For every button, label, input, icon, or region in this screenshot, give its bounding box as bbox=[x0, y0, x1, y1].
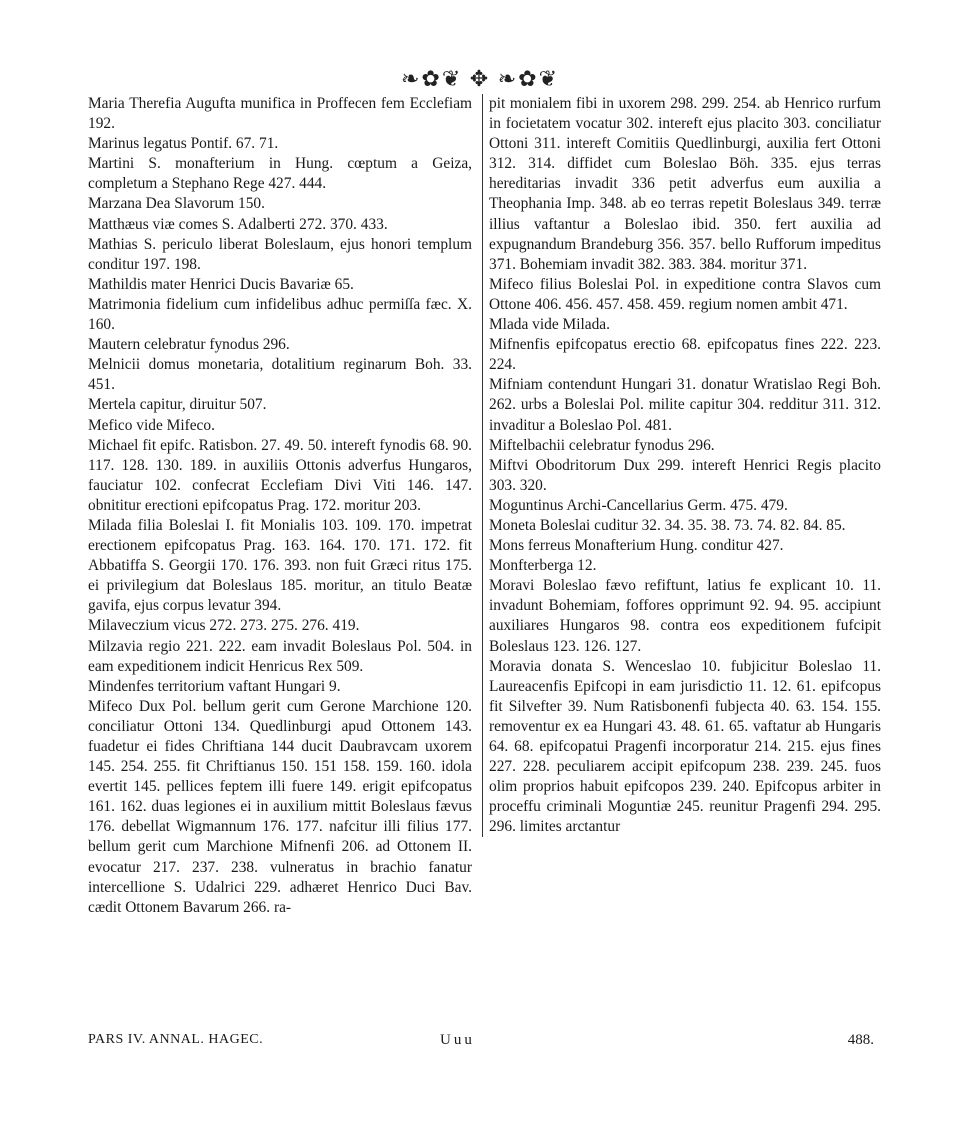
page-number: 488. bbox=[847, 1032, 874, 1048]
index-entry: Mertela capitur, diruitur 507. bbox=[88, 396, 267, 414]
index-entry: Melnicii domus monetaria, dotalitium reginarum Boh. 33. 451. bbox=[88, 356, 472, 394]
index-entry: Moravia donata S. Wenceslao 10. fubjicitur Boleslao 11. Laureacenfis Epifcopi in eam jurisdictio 11. 12. 61. epifcopus fit Silvefter 39. Num Ratisbonenfi fubjecta 40. 63. 154. 155. removentur ex ea Hungari 43. 48. 61. 65. vaftatur ab Hungaris 64. 68. epifcopatui Pragenfi incorporatur 214. 215. ejus fines 227. 228. peculiarem accipit epifcopum 238. 239. 245. fuos olim proprios habuit epifcopos 239. 240. Epifcopus arbiter in proceffu criminali Moguntiæ 245. reunitur Pragenfi 294. 295. 296. limites arctantur bbox=[489, 657, 881, 836]
left-column bbox=[88, 94, 472, 918]
index-entry: Miftvi Obodritorum Dux 299. intereft Henrici Regis placito 303. 320. bbox=[489, 456, 881, 494]
ornament-glyphs: ❧✿❦ ✥ ❧✿❦ bbox=[400, 66, 560, 91]
index-entry: Martini S. monafterium in Hung. cœptum a Geiza, completum a Stephano Rege 427. 444. bbox=[88, 155, 472, 193]
index-entry: Matthæus viæ comes S. Adalberti 272. 370. 433. bbox=[88, 215, 388, 233]
index-entry: Mifeco filius Boleslai Pol. in expeditione contra Slavos cum Ottone 406. 456. 457. 458. 459. regium nomen ambit 471. bbox=[489, 275, 881, 313]
index-entry: Milzavia regio 221. 222. eam invadit Boleslaus Pol. 504. in eam expeditionem indicit Henricus Rex 509. bbox=[88, 637, 472, 675]
index-entry: Mindenfes territorium vaftant Hungari 9. bbox=[88, 677, 341, 695]
index-entry: Moguntinus Archi-Cancellarius Germ. 475. 479. bbox=[489, 496, 788, 514]
index-entry: Monfterberga 12. bbox=[489, 557, 597, 575]
index-entry: Miftelbachii celebratur fynodus 296. bbox=[489, 436, 715, 454]
index-entry: Maria Therefia Augufta munifica in Proffecen fem Ecclefiam 192. bbox=[88, 95, 472, 133]
index-entry: Milada filia Boleslai I. fit Monialis 103. 109. 170. impetrat erectionem epifcopatus Prag. 163. 164. 170. 171. 172. fit Abbatiffa S. Georgii 170. 176. 393. non fuit Græci ritus 175. ei privilegium dat Boleslaus 185. moritur, an titulo Beatæ gavifa, ejus corpus levatur 394. bbox=[88, 516, 472, 615]
index-entry: Mautern celebratur fynodus 296. bbox=[88, 336, 290, 354]
header-ornament bbox=[0, 66, 960, 92]
index-entry: Mefico vide Mifeco. bbox=[88, 416, 215, 434]
index-entry: Mifnenfis epifcopatus erectio 68. epifcopatus fines 222. 223. 224. bbox=[489, 336, 881, 374]
index-entry: Marzana Dea Slavorum 150. bbox=[88, 195, 265, 213]
index-entry: Matrimonia fidelium cum infidelibus adhuc permiſſa fæc. X. 160. bbox=[88, 295, 472, 334]
index-entry: Mathildis mater Henrici Ducis Bavariæ 65. bbox=[88, 275, 354, 293]
index-entry: Mlada vide Milada. bbox=[489, 316, 610, 334]
index-entry: Mathias S. periculo liberat Boleslaum, ejus honori templum conditur 197. 198. bbox=[88, 235, 472, 273]
index-entry: Moravi Boleslao fævo refiftunt, latius fe explicant 10. 11. invadunt Bohemiam, foffores opprimunt 92. 94. 95. accipiunt auxiliares Hungaros 98. contra eos expeditionem fufcipit Boleslaus 123. 126. 127. bbox=[489, 577, 881, 655]
index-entry: Mifeco Dux Pol. bellum gerit cum Gerone Marchione 120. conciliatur Ottoni 134. Quedlinburgi apud Ottonem 143. fuadetur ei fides Chriftiana 144 ducit Daubravcam uxorem 145. 254. 255. fit Chriftianus 150. 151 158. 159. 160. idola evertit 145. pellices feptem illi fuere 149. erigit epifcopatus 161. 162. duas legiones ei in auxilium mittit Boleslaus fævus 176. debellat Wigmannum 176. 177. nafcitur illi filius 177. bellum gerit cum Marchione Mifnenfi 206. ad Ottonem II. evocatur 217. 237. 238. vulneratus in brachio fanatur intercellione S. Udalrici 229. adhæret Henrico Duci Bav. cædit Ottonem Bavarum 266. ra- bbox=[88, 697, 472, 916]
index-entry: Marinus legatus Pontif. 67. 71. bbox=[88, 135, 279, 153]
index-entry-continued: pit monialem fibi in uxorem 298. 299. 254. ab Henrico rurfum in focietatem vocatur 302. intereft ejus placito 303. conciliatur Ottoni 311. intereft Comitiis Quedlinburgi, auxilia fert Ottoni 312. 314. diffidet cum Boleslao Böh. 335. ejus terras hereditarias invadit 336 petit adverfus eum auxilia a Theophania Imp. 348. ab eo terras repetit Boleslaus 349. terræ illius vaftantur a Boleslao ibid. 350. fert auxilia ad expugnandum Brandeburg 356. 357. bello Rufforum impeditus 371. Bohemiam invadit 382. 383. 384. moritur 371. bbox=[489, 95, 881, 273]
page-footer bbox=[88, 1032, 874, 1054]
index-entry: Mons ferreus Monafterium Hung. conditur 427. bbox=[489, 537, 784, 555]
index-entry: Michael fit epifc. Ratisbon. 27. 49. 50. intereft fynodis 68. 90. 117. 128. 130. 189. in auxiliis Ottonis adverfus Hungaros, fauciatur 102. confecrat Ecclefiam Divi Viti 146. 147. obnititur erectioni epifcopatus Prag. 172. moritur 203. bbox=[88, 436, 472, 514]
index-entry: Moneta Boleslai cuditur 32. 34. 35. 38. 73. 74. 82. 84. 85. bbox=[489, 516, 846, 534]
right-column bbox=[482, 94, 881, 837]
gathering-mark: Uuu bbox=[440, 1032, 475, 1048]
signature-mark: PARS IV. ANNAL. HAGEC. bbox=[88, 1032, 264, 1047]
index-entry: Mifniam contendunt Hungari 31. donatur Wratislao Regi Boh. 262. urbs a Boleslai Pol. milite capitur 304. redditur 311. 312. invaditur a Boleslao Pol. 481. bbox=[489, 376, 881, 434]
index-entry: Milaveczium vicus 272. 273. 275. 276. 419. bbox=[88, 617, 360, 635]
